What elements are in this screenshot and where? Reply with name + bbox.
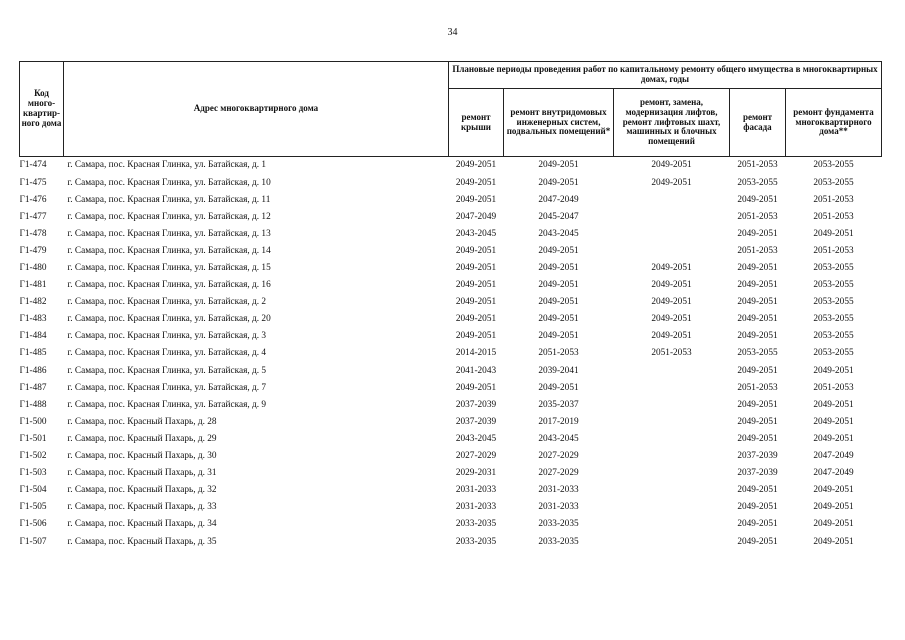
cell-facade: 2049-2051 [737, 519, 778, 530]
header-utilities: ремонт внутридомовых инженерных систем, подвальных помещений* [504, 89, 614, 157]
cell-lifts [614, 516, 730, 533]
cell-roof: 2049-2051 [455, 194, 497, 205]
cell-facade: 2053-2055 [737, 348, 778, 359]
cell-lifts [614, 431, 730, 448]
cell-roof: 2049-2051 [455, 263, 497, 273]
cell-foundation: 2049-2051 [813, 536, 854, 547]
cell-lifts [614, 225, 730, 242]
cell-lifts [614, 396, 730, 413]
cell-lifts: 2049-2051 [651, 263, 692, 273]
cell-utilities: 2049-2051 [538, 263, 579, 273]
table-row [20, 362, 882, 379]
cell-facade: 2049-2051 [737, 194, 778, 205]
cell-foundation: 2051-2053 [813, 211, 854, 222]
table-row [20, 311, 882, 328]
cell-lifts [614, 448, 730, 465]
cell-code: Г1-483 [19, 314, 47, 325]
cell-code: Г1-475 [19, 177, 47, 188]
cell-code: Г1-482 [19, 297, 47, 308]
cell-utilities: 2049-2051 [538, 280, 579, 291]
cell-address: г. Самара, пос. Красная Глинка, ул. Батайская, д. 20 [67, 314, 271, 325]
table-row [20, 191, 882, 208]
repair-schedule-table [19, 61, 882, 550]
table-row [20, 242, 882, 259]
cell-address: г. Самара, пос. Красная Глинка, ул. Батайская, д. 15 [67, 263, 271, 273]
table-header [20, 62, 882, 157]
cell-foundation: 2051-2053 [813, 245, 854, 256]
cell-roof: 2033-2035 [455, 536, 497, 547]
cell-foundation: 2053-2055 [813, 314, 854, 325]
cell-code: Г1-485 [19, 348, 47, 359]
cell-utilities: 2027-2029 [538, 468, 579, 479]
cell-lifts: 2049-2051 [651, 177, 692, 188]
cell-code: Г1-478 [19, 228, 47, 239]
cell-address: г. Самара, пос. Красная Глинка, ул. Батайская, д. 4 [67, 348, 267, 359]
table-row [20, 533, 882, 550]
cell-code: Г1-487 [19, 382, 47, 393]
cell-utilities: 2049-2051 [538, 297, 579, 308]
cell-lifts: 2049-2051 [651, 314, 692, 325]
cell-roof: 2031-2033 [455, 502, 497, 513]
table-row [20, 413, 882, 430]
cell-code: Г1-480 [19, 263, 47, 273]
cell-lifts [614, 533, 730, 550]
cell-foundation: 2053-2055 [813, 297, 854, 308]
cell-lifts [614, 208, 730, 225]
cell-foundation: 2049-2051 [813, 502, 854, 513]
cell-roof: 2027-2029 [455, 451, 497, 462]
cell-foundation: 2053-2055 [813, 348, 854, 359]
table-row [20, 260, 882, 277]
cell-code: Г1-486 [19, 365, 47, 376]
cell-roof: 2029-2031 [455, 468, 497, 479]
cell-utilities: 2049-2051 [538, 382, 579, 393]
cell-utilities: 2039-2041 [538, 365, 579, 376]
cell-facade: 2051-2053 [737, 211, 778, 222]
cell-foundation: 2049-2051 [813, 228, 854, 239]
header-address: Адрес многоквартирного дома [64, 62, 449, 157]
cell-address: г. Самара, пос. Красная Глинка, ул. Батайская, д. 3 [67, 331, 267, 342]
cell-lifts [614, 413, 730, 430]
cell-code: Г1-507 [19, 536, 47, 547]
table-row [20, 277, 882, 294]
cell-roof: 2041-2043 [455, 365, 497, 376]
cell-address: г. Самара, пос. Красный Пахарь, д. 32 [67, 485, 217, 496]
cell-facade: 2037-2039 [737, 468, 778, 479]
cell-roof: 2037-2039 [455, 399, 497, 410]
cell-roof: 2043-2045 [455, 228, 497, 239]
cell-roof: 2043-2045 [455, 433, 497, 444]
cell-utilities: 2031-2033 [538, 502, 579, 513]
cell-utilities: 2049-2051 [538, 331, 579, 342]
cell-code: Г1-503 [19, 468, 47, 479]
cell-facade: 2049-2051 [737, 502, 778, 513]
header-facade: ремонт фасада [730, 89, 786, 157]
page-number: 34 [447, 27, 458, 38]
cell-address: г. Самара, пос. Красная Глинка, ул. Батайская, д. 10 [67, 177, 271, 188]
cell-facade: 2049-2051 [737, 228, 778, 239]
table-row [20, 499, 882, 516]
cell-lifts [614, 379, 730, 396]
header-work-periods: Плановые периоды проведения работ по капитальному ремонту общего имущества в многоквартирных домах, годы [449, 62, 882, 89]
cell-foundation: 2053-2055 [813, 177, 854, 188]
cell-roof: 2049-2051 [455, 382, 497, 393]
cell-address: г. Самара, пос. Красная Глинка, ул. Батайская, д. 5 [67, 365, 267, 376]
table-row [20, 294, 882, 311]
table-body [20, 157, 882, 551]
cell-code: Г1-505 [19, 502, 47, 513]
cell-address: г. Самара, пос. Красная Глинка, ул. Батайская, д. 11 [67, 194, 271, 205]
cell-foundation: 2049-2051 [813, 399, 854, 410]
cell-utilities: 2043-2045 [538, 433, 579, 444]
cell-roof: 2047-2049 [455, 211, 497, 222]
cell-utilities: 2049-2051 [538, 245, 579, 256]
cell-address: г. Самара, пос. Красный Пахарь, д. 30 [67, 451, 217, 462]
cell-roof: 2031-2033 [455, 485, 497, 496]
cell-code: Г1-476 [19, 194, 47, 205]
cell-address: г. Самара, пос. Красная Глинка, ул. Батайская, д. 7 [67, 382, 267, 393]
cell-facade: 2049-2051 [737, 416, 778, 427]
cell-foundation: 2053-2055 [813, 263, 854, 273]
cell-foundation: 2053-2055 [813, 280, 854, 291]
cell-foundation: 2051-2053 [813, 382, 854, 393]
cell-code: Г1-501 [19, 433, 47, 444]
cell-foundation: 2049-2051 [813, 519, 854, 530]
cell-address: г. Самара, пос. Красная Глинка, ул. Батайская, д. 13 [67, 228, 271, 239]
table-row [20, 208, 882, 225]
cell-code: Г1-502 [19, 451, 47, 462]
cell-foundation: 2053-2055 [813, 331, 854, 342]
cell-lifts: 2049-2051 [651, 331, 692, 342]
cell-code: Г1-481 [19, 280, 47, 291]
cell-utilities: 2031-2033 [538, 485, 579, 496]
cell-lifts: 2049-2051 [651, 297, 692, 308]
cell-roof: 2049-2051 [455, 280, 497, 291]
cell-facade: 2051-2053 [737, 382, 778, 393]
table-row [20, 328, 882, 345]
cell-lifts [614, 482, 730, 499]
cell-utilities: 2047-2049 [538, 194, 579, 205]
cell-utilities: 2051-2053 [538, 348, 579, 359]
cell-foundation: 2047-2049 [813, 451, 854, 462]
cell-code: Г1-504 [19, 485, 47, 496]
table-row [20, 396, 882, 413]
cell-roof: 2049-2051 [455, 314, 497, 325]
cell-roof: 2049-2051 [455, 160, 497, 171]
cell-foundation: 2049-2051 [813, 485, 854, 496]
cell-roof: 2014-2015 [455, 348, 497, 359]
cell-lifts [614, 362, 730, 379]
table-row [20, 345, 882, 362]
cell-address: г. Самара, пос. Красный Пахарь, д. 34 [67, 519, 217, 530]
header-lifts: ремонт, замена, модернизация лифтов, ремонт лифтовых шахт, машинных и блочных помещений [614, 89, 730, 157]
cell-roof: 2049-2051 [455, 331, 497, 342]
table-row [20, 465, 882, 482]
table-row [20, 516, 882, 533]
cell-lifts: 2049-2051 [651, 280, 692, 291]
cell-foundation: 2049-2051 [813, 365, 854, 376]
cell-roof: 2037-2039 [455, 416, 497, 427]
cell-facade: 2049-2051 [737, 331, 778, 342]
table-row [20, 482, 882, 499]
cell-code: Г1-488 [19, 399, 47, 410]
cell-lifts: 2049-2051 [651, 160, 692, 171]
cell-facade: 2049-2051 [737, 536, 778, 547]
cell-address: г. Самара, пос. Красный Пахарь, д. 31 [67, 468, 217, 479]
cell-foundation: 2049-2051 [813, 416, 854, 427]
cell-address: г. Самара, пос. Красная Глинка, ул. Батайская, д. 1 [67, 160, 267, 171]
cell-address: г. Самара, пос. Красная Глинка, ул. Батайская, д. 14 [67, 245, 271, 256]
cell-code: Г1-500 [19, 416, 47, 427]
cell-address: г. Самара, пос. Красный Пахарь, д. 29 [67, 433, 217, 444]
cell-utilities: 2049-2051 [538, 160, 579, 171]
cell-lifts: 2051-2053 [651, 348, 692, 359]
cell-address: г. Самара, пос. Красная Глинка, ул. Батайская, д. 9 [67, 399, 267, 410]
cell-roof: 2033-2035 [455, 519, 497, 530]
cell-lifts [614, 242, 730, 259]
cell-utilities: 2027-2029 [538, 451, 579, 462]
cell-facade: 2049-2051 [737, 399, 778, 410]
cell-facade: 2051-2053 [737, 245, 778, 256]
cell-code: Г1-477 [19, 211, 47, 222]
cell-code: Г1-479 [19, 245, 47, 256]
cell-address: г. Самара, пос. Красная Глинка, ул. Батайская, д. 16 [67, 280, 271, 291]
header-foundation: ремонт фундамента многоквартирного дома** [786, 89, 882, 157]
cell-code: Г1-506 [19, 519, 47, 530]
table-row [20, 174, 882, 191]
cell-facade: 2049-2051 [737, 263, 778, 273]
cell-facade: 2049-2051 [737, 314, 778, 325]
cell-facade: 2049-2051 [737, 280, 778, 291]
cell-lifts [614, 465, 730, 482]
cell-utilities: 2049-2051 [538, 314, 579, 325]
cell-roof: 2049-2051 [455, 245, 497, 256]
table-row [20, 431, 882, 448]
cell-lifts [614, 499, 730, 516]
header-roof: ремонт крыши [449, 89, 504, 157]
cell-utilities: 2045-2047 [538, 211, 579, 222]
cell-code: Г1-484 [19, 331, 47, 342]
cell-foundation: 2047-2049 [813, 468, 854, 479]
cell-code: Г1-474 [19, 160, 47, 171]
cell-facade: 2053-2055 [737, 177, 778, 188]
cell-roof: 2049-2051 [455, 177, 497, 188]
cell-roof: 2049-2051 [455, 297, 497, 308]
cell-facade: 2049-2051 [737, 297, 778, 308]
cell-address: г. Самара, пос. Красный Пахарь, д. 33 [67, 502, 217, 513]
cell-lifts [614, 191, 730, 208]
cell-facade: 2049-2051 [737, 365, 778, 376]
table-row [20, 448, 882, 465]
cell-address: г. Самара, пос. Красная Глинка, ул. Батайская, д. 12 [67, 211, 271, 222]
cell-foundation: 2049-2051 [813, 433, 854, 444]
cell-facade: 2049-2051 [737, 433, 778, 444]
table-row [20, 225, 882, 242]
cell-facade: 2049-2051 [737, 485, 778, 496]
cell-foundation: 2051-2053 [813, 194, 854, 205]
cell-utilities: 2033-2035 [538, 519, 579, 530]
cell-address: г. Самара, пос. Красный Пахарь, д. 28 [67, 416, 217, 427]
cell-facade: 2051-2053 [737, 160, 778, 171]
cell-utilities: 2049-2051 [538, 177, 579, 188]
cell-utilities: 2033-2035 [538, 536, 579, 547]
table-row [20, 379, 882, 396]
cell-address: г. Самара, пос. Красный Пахарь, д. 35 [67, 536, 217, 547]
cell-facade: 2037-2039 [737, 451, 778, 462]
cell-address: г. Самара, пос. Красная Глинка, ул. Батайская, д. 2 [67, 297, 267, 308]
header-code: Код много-квартир-ного дома [20, 62, 64, 157]
cell-utilities: 2017-2019 [538, 416, 579, 427]
cell-foundation: 2053-2055 [813, 160, 854, 171]
table-row [20, 157, 882, 175]
cell-utilities: 2043-2045 [538, 228, 579, 239]
cell-utilities: 2035-2037 [538, 399, 579, 410]
